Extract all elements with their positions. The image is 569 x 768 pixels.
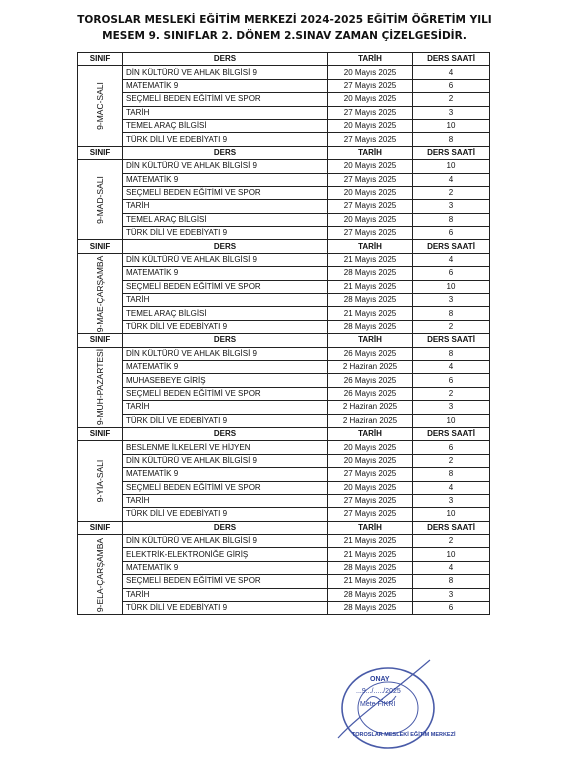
exam-date: 26 Mayıs 2025 [328, 374, 413, 387]
course-hours: 4 [413, 481, 490, 494]
table-row [78, 106, 490, 119]
exam-date: 21 Mayıs 2025 [328, 535, 413, 548]
exam-date: 27 Mayıs 2025 [328, 173, 413, 186]
exam-date: 20 Mayıs 2025 [328, 454, 413, 467]
column-header-saat: DERS SAATİ [413, 334, 490, 347]
course-name: MATEMATİK 9 [123, 79, 328, 92]
column-header-sinif: SINIF [78, 427, 123, 440]
course-hours: 10 [413, 548, 490, 561]
class-group-label: 9-YİA-SALI [95, 459, 105, 503]
course-hours: 4 [413, 561, 490, 574]
course-hours: 10 [413, 280, 490, 293]
column-header-sinif: SINIF [78, 521, 123, 534]
column-header-ders: DERS [123, 427, 328, 440]
exam-date: 20 Mayıs 2025 [328, 66, 413, 79]
table-row [78, 441, 490, 454]
course-name: TARİH [123, 401, 328, 414]
course-name: SEÇMELİ BEDEN EĞİTİMİ VE SPOR [123, 186, 328, 199]
column-header-sinif: SINIF [78, 334, 123, 347]
course-name: SEÇMELİ BEDEN EĞİTİMİ VE SPOR [123, 575, 328, 588]
exam-date: 28 Mayıs 2025 [328, 588, 413, 601]
course-hours: 10 [413, 160, 490, 173]
exam-date: 27 Mayıs 2025 [328, 106, 413, 119]
table-row [78, 66, 490, 79]
header-row [78, 521, 490, 534]
class-group-label: 9-MAD-SALI [95, 175, 105, 224]
table-row [78, 414, 490, 427]
course-hours: 4 [413, 360, 490, 373]
table-row [78, 535, 490, 548]
table-row [78, 93, 490, 106]
course-hours: 8 [413, 347, 490, 360]
header-row [78, 427, 490, 440]
course-hours: 8 [413, 468, 490, 481]
exam-date: 20 Mayıs 2025 [328, 441, 413, 454]
course-hours: 3 [413, 401, 490, 414]
course-name: SEÇMELİ BEDEN EĞİTİMİ VE SPOR [123, 481, 328, 494]
column-header-ders: DERS [123, 146, 328, 159]
column-header-ders: DERS [123, 240, 328, 253]
document-title [0, 12, 569, 44]
course-hours: 3 [413, 588, 490, 601]
exam-date: 28 Mayıs 2025 [328, 602, 413, 615]
course-name: TÜRK DİLİ VE EDEBİYATI 9 [123, 414, 328, 427]
exam-date: 28 Mayıs 2025 [328, 320, 413, 333]
exam-date: 2 Haziran 2025 [328, 401, 413, 414]
course-name: MATEMATİK 9 [123, 173, 328, 186]
table-row [78, 280, 490, 293]
column-header-tarih: TARİH [328, 334, 413, 347]
table-row [78, 401, 490, 414]
course-hours: 6 [413, 79, 490, 92]
course-name: TEMEL ARAÇ BİLGİSİ [123, 213, 328, 226]
class-group-cell [78, 347, 123, 427]
exam-date: 28 Mayıs 2025 [328, 267, 413, 280]
exam-date: 2 Haziran 2025 [328, 414, 413, 427]
stamp-signer: Mete FİKRİ [360, 701, 396, 708]
course-name: TÜRK DİLİ VE EDEBİYATI 9 [123, 133, 328, 146]
table-row [78, 320, 490, 333]
column-header-sinif: SINIF [78, 240, 123, 253]
course-name: TARİH [123, 494, 328, 507]
column-header-saat: DERS SAATİ [413, 521, 490, 534]
header-row [78, 146, 490, 159]
title-line-1: TOROSLAR MESLEKİ EĞİTİM MERKEZİ 2024-2025 EĞİTİM ÖĞRETİM YILI [77, 14, 492, 26]
course-hours: 6 [413, 441, 490, 454]
course-hours: 8 [413, 575, 490, 588]
stamp-approval: ONAY [370, 676, 390, 683]
stamp-date: ...9.../...../2025 [356, 688, 401, 695]
class-group-cell [78, 66, 123, 146]
table-row [78, 173, 490, 186]
exam-date: 27 Mayıs 2025 [328, 508, 413, 521]
table-row [78, 481, 490, 494]
exam-date: 21 Mayıs 2025 [328, 307, 413, 320]
column-header-ders: DERS [123, 53, 328, 66]
course-hours: 3 [413, 294, 490, 307]
course-hours: 3 [413, 494, 490, 507]
column-header-tarih: TARİH [328, 427, 413, 440]
course-hours: 10 [413, 508, 490, 521]
course-hours: 3 [413, 106, 490, 119]
exam-date: 26 Mayıs 2025 [328, 387, 413, 400]
course-name: MUHASEBEYE GİRİŞ [123, 374, 328, 387]
exam-date: 26 Mayıs 2025 [328, 347, 413, 360]
course-hours: 4 [413, 173, 490, 186]
exam-date: 28 Mayıs 2025 [328, 561, 413, 574]
exam-date: 2 Haziran 2025 [328, 360, 413, 373]
exam-schedule-table [77, 52, 490, 615]
course-name: TÜRK DİLİ VE EDEBİYATI 9 [123, 508, 328, 521]
course-hours: 2 [413, 454, 490, 467]
course-name: TARİH [123, 106, 328, 119]
course-hours: 2 [413, 93, 490, 106]
exam-date: 20 Mayıs 2025 [328, 119, 413, 132]
course-name: TÜRK DİLİ VE EDEBİYATI 9 [123, 602, 328, 615]
column-header-ders: DERS [123, 521, 328, 534]
header-row [78, 334, 490, 347]
course-name: TÜRK DİLİ VE EDEBİYATI 9 [123, 227, 328, 240]
course-name: SEÇMELİ BEDEN EĞİTİMİ VE SPOR [123, 280, 328, 293]
exam-date: 21 Mayıs 2025 [328, 575, 413, 588]
class-group-cell [78, 535, 123, 615]
exam-date: 27 Mayıs 2025 [328, 79, 413, 92]
table-row [78, 494, 490, 507]
course-hours: 2 [413, 320, 490, 333]
table-row [78, 508, 490, 521]
table-row [78, 374, 490, 387]
course-name: MATEMATİK 9 [123, 468, 328, 481]
table-row [78, 186, 490, 199]
course-name: TARİH [123, 200, 328, 213]
header-row [78, 53, 490, 66]
course-name: DİN KÜLTÜRÜ VE AHLAK BİLGİSİ 9 [123, 347, 328, 360]
table-row [78, 387, 490, 400]
exam-date: 20 Mayıs 2025 [328, 481, 413, 494]
course-name: TARİH [123, 294, 328, 307]
table-row [78, 294, 490, 307]
course-name: SEÇMELİ BEDEN EĞİTİMİ VE SPOR [123, 387, 328, 400]
course-name: TARİH [123, 588, 328, 601]
course-hours: 8 [413, 307, 490, 320]
course-hours: 6 [413, 602, 490, 615]
column-header-tarih: TARİH [328, 146, 413, 159]
course-hours: 2 [413, 535, 490, 548]
schedule-body [78, 53, 490, 615]
title-line-2: MESEM 9. SINIFLAR 2. DÖNEM 2.SINAV ZAMAN ÇİZELGESİDİR. [102, 30, 467, 42]
course-hours: 6 [413, 227, 490, 240]
course-hours: 6 [413, 374, 490, 387]
column-header-tarih: TARİH [328, 53, 413, 66]
column-header-saat: DERS SAATİ [413, 53, 490, 66]
table-row [78, 548, 490, 561]
course-hours: 2 [413, 186, 490, 199]
column-header-sinif: SINIF [78, 53, 123, 66]
course-name: TEMEL ARAÇ BİLGİSİ [123, 307, 328, 320]
course-name: TEMEL ARAÇ BİLGİSİ [123, 119, 328, 132]
exam-date: 27 Mayıs 2025 [328, 494, 413, 507]
table-row [78, 79, 490, 92]
exam-date: 27 Mayıs 2025 [328, 133, 413, 146]
course-hours: 10 [413, 414, 490, 427]
stamp-ring-text: TOROSLAR MESLEKİ EĞİTİM MERKEZİ [352, 732, 456, 738]
exam-date: 27 Mayıs 2025 [328, 200, 413, 213]
exam-date: 21 Mayıs 2025 [328, 548, 413, 561]
table-row [78, 227, 490, 240]
course-hours: 6 [413, 267, 490, 280]
course-name: DİN KÜLTÜRÜ VE AHLAK BİLGİSİ 9 [123, 66, 328, 79]
table-row [78, 133, 490, 146]
class-group-label: 9-ELA-ÇARŞAMBA [95, 537, 105, 612]
course-hours: 3 [413, 200, 490, 213]
course-name: DİN KÜLTÜRÜ VE AHLAK BİLGİSİ 9 [123, 454, 328, 467]
table-row [78, 213, 490, 226]
column-header-tarih: TARİH [328, 521, 413, 534]
class-group-cell [78, 160, 123, 240]
course-name: TÜRK DİLİ VE EDEBİYATI 9 [123, 320, 328, 333]
table-row [78, 468, 490, 481]
table-row [78, 575, 490, 588]
table-row [78, 200, 490, 213]
column-header-saat: DERS SAATİ [413, 240, 490, 253]
table-row [78, 253, 490, 266]
exam-date: 20 Mayıs 2025 [328, 186, 413, 199]
exam-date: 28 Mayıs 2025 [328, 294, 413, 307]
class-group-cell [78, 253, 123, 333]
table-row [78, 602, 490, 615]
course-hours: 4 [413, 253, 490, 266]
course-hours: 8 [413, 213, 490, 226]
table-row [78, 360, 490, 373]
table-row [78, 160, 490, 173]
class-group-label: 9-MAE-ÇARŞAMBA [95, 255, 105, 332]
exam-date: 20 Mayıs 2025 [328, 213, 413, 226]
course-name: DİN KÜLTÜRÜ VE AHLAK BİLGİSİ 9 [123, 535, 328, 548]
table-row [78, 119, 490, 132]
course-name: MATEMATİK 9 [123, 360, 328, 373]
course-hours: 2 [413, 387, 490, 400]
course-hours: 4 [413, 66, 490, 79]
course-name: DİN KÜLTÜRÜ VE AHLAK BİLGİSİ 9 [123, 160, 328, 173]
exam-date: 20 Mayıs 2025 [328, 160, 413, 173]
column-header-ders: DERS [123, 334, 328, 347]
header-row [78, 240, 490, 253]
column-header-tarih: TARİH [328, 240, 413, 253]
class-group-cell [78, 441, 123, 521]
class-group-label: 9-MUH-PAZARTESİ [95, 349, 105, 426]
table-row [78, 267, 490, 280]
course-hours: 10 [413, 119, 490, 132]
course-name: DİN KÜLTÜRÜ VE AHLAK BİLGİSİ 9 [123, 253, 328, 266]
course-name: ELEKTRİK-ELEKTRONİĞE GİRİŞ [123, 548, 328, 561]
course-name: BESLENME İLKELERİ VE HİJYEN [123, 441, 328, 454]
course-hours: 8 [413, 133, 490, 146]
column-header-sinif: SINIF [78, 146, 123, 159]
column-header-saat: DERS SAATİ [413, 146, 490, 159]
course-name: MATEMATİK 9 [123, 267, 328, 280]
exam-date: 21 Mayıs 2025 [328, 280, 413, 293]
table-row [78, 454, 490, 467]
column-header-saat: DERS SAATİ [413, 427, 490, 440]
table-row [78, 588, 490, 601]
course-name: SEÇMELİ BEDEN EĞİTİMİ VE SPOR [123, 93, 328, 106]
course-name: MATEMATİK 9 [123, 561, 328, 574]
class-group-label: 9-MAC-SALI [95, 82, 105, 130]
table-row [78, 561, 490, 574]
exam-date: 27 Mayıs 2025 [328, 468, 413, 481]
exam-date: 20 Mayıs 2025 [328, 93, 413, 106]
table-row [78, 347, 490, 360]
exam-date: 27 Mayıs 2025 [328, 227, 413, 240]
exam-date: 21 Mayıs 2025 [328, 253, 413, 266]
table-row [78, 307, 490, 320]
